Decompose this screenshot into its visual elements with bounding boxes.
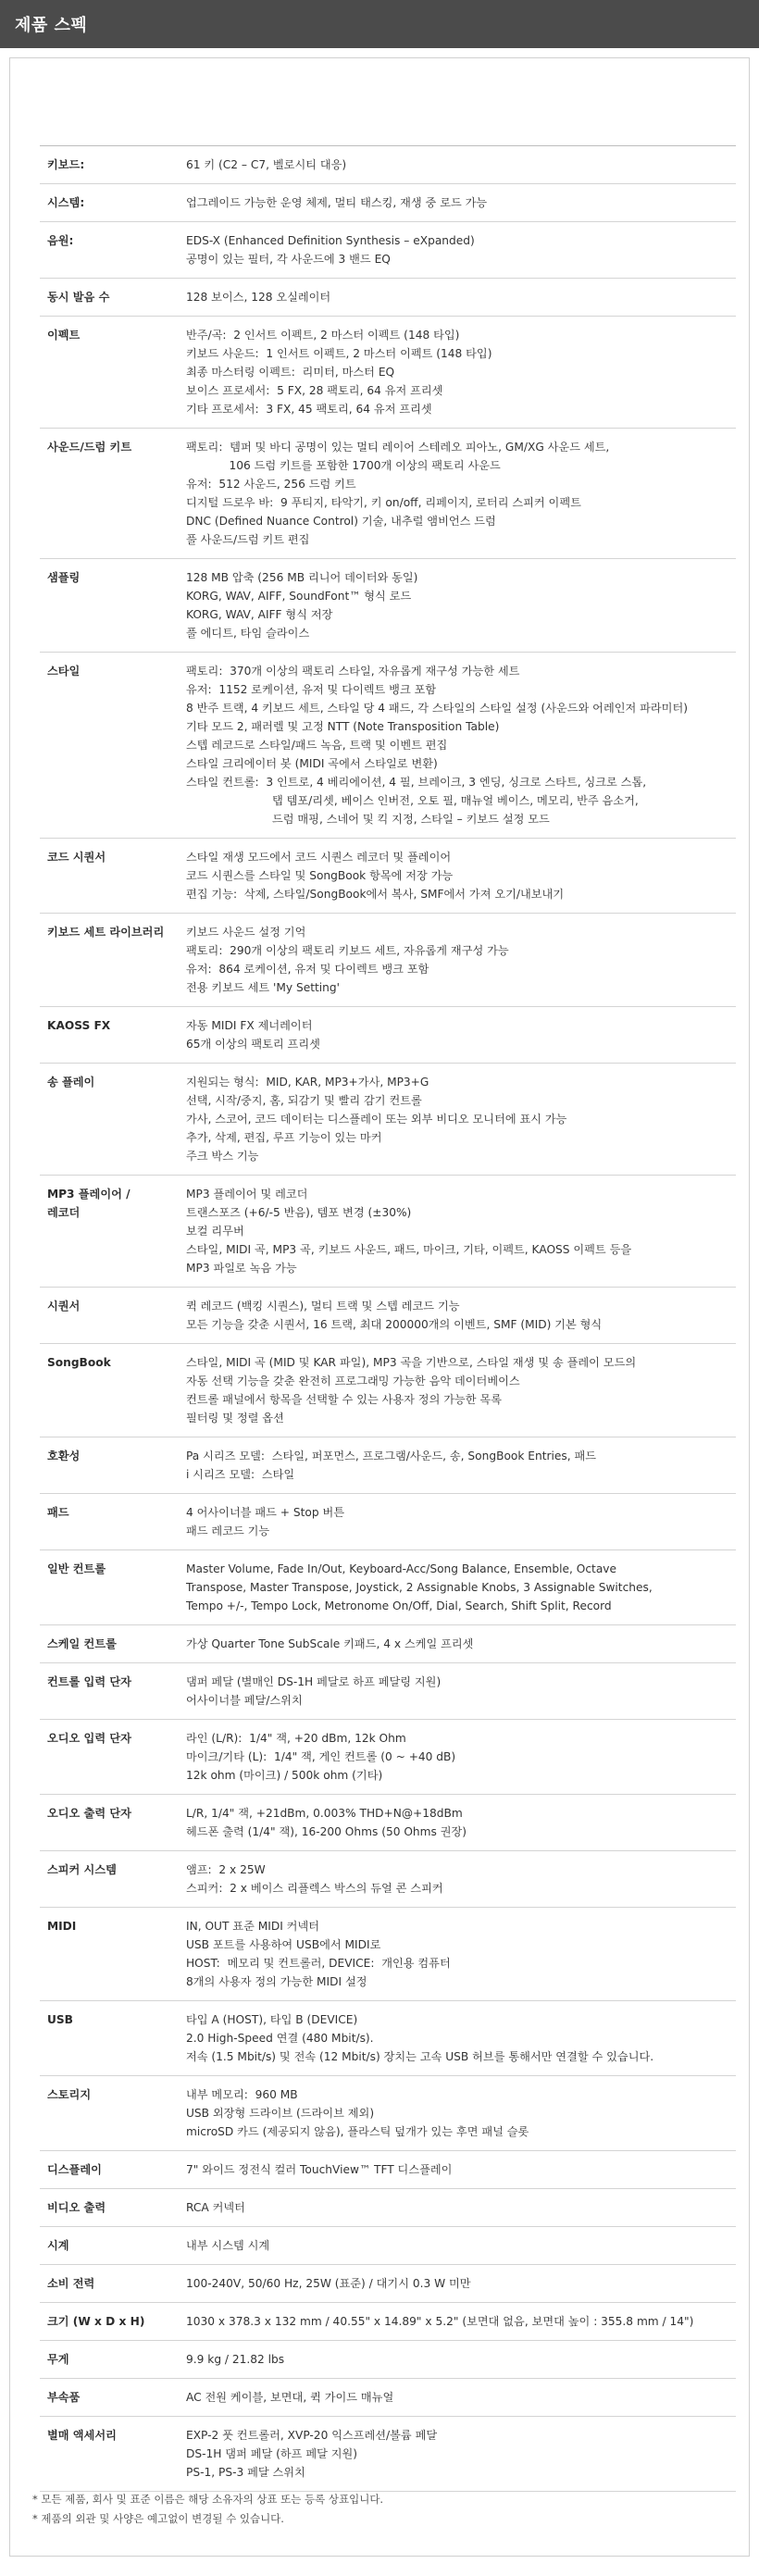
- spec-value: [180, 1494, 736, 1550]
- spec-label: 비디오 출력: [40, 2189, 180, 2227]
- spec-value-line: 편집 기능: 삭제, 스타일/SongBook에서 복사, SMF에서 가져 오기/내보내기: [186, 888, 565, 901]
- spec-row: [40, 1550, 736, 1625]
- spec-value: [180, 653, 736, 839]
- spec-label: 코드 시퀀서: [40, 839, 180, 914]
- spec-row: [40, 2379, 736, 2417]
- spec-value-line: 유저: 864 로케이션, 유저 및 다이렉트 뱅크 포함: [186, 963, 429, 976]
- spec-row: [40, 2341, 736, 2379]
- spec-value-line: 유저: 1152 로케이션, 유저 및 다이렉트 뱅크 포함: [186, 683, 437, 696]
- spec-value-line: 가상 Quarter Tone SubScale 키패드, 4 x 스케일 프리셋: [186, 1637, 474, 1650]
- spec-value: [180, 2417, 736, 2492]
- spec-value-line: 헤드폰 출력 (1/4" 잭), 16-200 Ohms (50 Ohms 권장): [186, 1825, 467, 1838]
- page-header: [0, 0, 759, 48]
- spec-row: [40, 914, 736, 1007]
- spec-table: [40, 145, 736, 2492]
- spec-value-line: 앰프: 2 x 25W: [186, 1863, 266, 1876]
- spec-value: [180, 1344, 736, 1437]
- spec-value-line: DNC (Defined Nuance Control) 기술, 내추럴 앰비언스 드럼: [186, 515, 496, 528]
- spec-value: [180, 839, 736, 914]
- spec-value-line: 팩토리: 370개 이상의 팩토리 스타일, 자유롭게 재구성 가능한 세트: [186, 665, 520, 678]
- spec-value-line: 4 어사이너블 패드 + Stop 버튼: [186, 1506, 345, 1519]
- spec-table-body: [40, 146, 736, 2492]
- spec-value-line: 7" 와이드 정전식 컬러 TouchView™ TFT 디스플레이: [186, 2163, 453, 2176]
- spec-label: 스케일 컨트롤: [40, 1625, 180, 1663]
- spec-value-line: DS-1H 댐퍼 페달 (하프 페달 지원): [186, 2447, 358, 2460]
- spec-value-line: i 시리즈 모델: 스타일: [186, 1468, 295, 1481]
- spec-value-line: 추가, 삭제, 편집, 루프 기능이 있는 마커: [186, 1131, 382, 1144]
- spec-value-line: 퀵 레코드 (백킹 시퀀스), 멀티 트랙 및 스텝 레코드 기능: [186, 1300, 460, 1313]
- spec-label: 오디오 입력 단자: [40, 1720, 180, 1795]
- spec-value-line: 탭 템포/리셋, 베이스 인버전, 오토 필, 매뉴얼 베이스, 메모리, 반주 음소거,: [186, 794, 639, 807]
- spec-label: KAOSS FX: [40, 1007, 180, 1064]
- spec-label: 컨트롤 입력 단자: [40, 1663, 180, 1720]
- spec-row: [40, 1795, 736, 1851]
- spec-frame: [9, 57, 750, 2557]
- spec-label: 부속품: [40, 2379, 180, 2417]
- spec-value: [180, 1007, 736, 1064]
- spec-value-line: 트랜스포즈 (+6/-5 반음), 템포 변경 (±30%): [186, 1206, 412, 1219]
- spec-value-line: 라인 (L/R): 1/4" 잭, +20 dBm, 12k Ohm: [186, 1732, 406, 1745]
- spec-value-line: 패드 레코드 기능: [186, 1524, 270, 1537]
- spec-value-line: 128 MB 압축 (256 MB 리니어 데이터와 동일): [186, 571, 418, 584]
- spec-label: USB: [40, 2001, 180, 2076]
- spec-value-line: KORG, WAV, AIFF, SoundFont™ 형식 로드: [186, 590, 412, 603]
- spec-row: [40, 1437, 736, 1494]
- spec-value: [180, 429, 736, 559]
- spec-row: [40, 184, 736, 222]
- spec-value-line: IN, OUT 표준 MIDI 커넥터: [186, 1920, 319, 1933]
- spec-label: 샘플링: [40, 559, 180, 653]
- spec-value: [180, 1288, 736, 1344]
- spec-value-line: PS-1, PS-3 페달 스위치: [186, 2466, 305, 2479]
- spec-value-line: 내부 메모리: 960 MB: [186, 2088, 298, 2101]
- spec-label: 크기 (W x D x H): [40, 2303, 180, 2341]
- spec-row: [40, 2001, 736, 2076]
- spec-value: [180, 2189, 736, 2227]
- spec-value: [180, 1720, 736, 1795]
- page-title: 제품 스펙: [15, 16, 88, 35]
- spec-value-line: USB 외장형 드라이브 (드라이브 제외): [186, 2107, 375, 2120]
- spec-value-line: 스타일 재생 모드에서 코드 시퀀스 레코더 및 플레이어: [186, 851, 452, 864]
- spec-label: 송 플레이: [40, 1064, 180, 1176]
- spec-value-line: EDS-X (Enhanced Definition Synthesis – eXpanded): [186, 234, 475, 247]
- spec-value-line: 저속 (1.5 Mbit/s) 및 전속 (12 Mbit/s) 장치는 고속 USB 허브를 통해서만 연결할 수 있습니다.: [186, 2050, 654, 2063]
- spec-row: [40, 222, 736, 279]
- spec-value: [180, 1064, 736, 1176]
- spec-value-line: Pa 시리즈 모델: 스타일, 퍼포먼스, 프로그램/사운드, 송, SongBook Entries, 패드: [186, 1450, 597, 1462]
- spec-value-line: 1030 x 378.3 x 132 mm / 40.55" x 14.89" x 5.2" (보면대 없음, 보면대 높이 : 355.8 mm / 14"): [186, 2315, 694, 2328]
- spec-value: [180, 1795, 736, 1851]
- spec-row: [40, 429, 736, 559]
- spec-value-line: 스타일, MIDI 곡, MP3 곡, 키보드 사운드, 패드, 마이크, 기타, 이펙트, KAOSS 이펙트 등을: [186, 1243, 632, 1256]
- spec-value: [180, 914, 736, 1007]
- spec-value-line: 106 드럼 키트를 포함한 1700개 이상의 팩토리 사운드: [186, 459, 501, 472]
- spec-value: [180, 2341, 736, 2379]
- spec-label: 동시 발음 수: [40, 279, 180, 317]
- spec-label: 호환성: [40, 1437, 180, 1494]
- spec-value-line: 65개 이상의 팩토리 프리셋: [186, 1038, 320, 1051]
- spec-row: [40, 1908, 736, 2001]
- spec-value-line: 보컬 리무버: [186, 1225, 244, 1238]
- spec-value-line: 컨트롤 패널에서 항목을 선택할 수 있는 사용자 정의 가능한 목록: [186, 1393, 502, 1406]
- spec-value: [180, 222, 736, 279]
- spec-row: [40, 1288, 736, 1344]
- spec-value-line: 필터링 및 정렬 옵션: [186, 1412, 284, 1425]
- spec-value-line: 디지털 드로우 바: 9 푸티지, 타악기, 키 on/off, 리페이지, 로터리 스피커 이펙트: [186, 496, 581, 509]
- spec-value-line: microSD 카드 (제공되지 않음), 플라스틱 덮개가 있는 후면 패널 슬롯: [186, 2125, 529, 2138]
- spec-label: 시스템:: [40, 184, 180, 222]
- spec-value-line: 업그레이드 가능한 운영 체제, 멀티 태스킹, 재생 중 로드 가능: [186, 196, 488, 209]
- spec-label: 스토리지: [40, 2076, 180, 2151]
- spec-label: 일반 컨트롤: [40, 1550, 180, 1625]
- spec-row: [40, 1625, 736, 1663]
- spec-value: [180, 2265, 736, 2303]
- spec-value-line: 8 반주 트랙, 4 키보드 세트, 스타일 당 4 패드, 각 스타일의 스타일 설정 (사운드와 어레인저 파라미터): [186, 702, 688, 715]
- spec-row: [40, 1064, 736, 1176]
- spec-value-line: 9.9 kg / 21.82 lbs: [186, 2353, 285, 2366]
- spec-label: 소비 전력: [40, 2265, 180, 2303]
- spec-row: [40, 2076, 736, 2151]
- footnote-trademark: * 모든 제품, 회사 및 표준 이름은 해당 소유자의 상표 또는 등록 상표입니다.: [32, 2493, 384, 2506]
- spec-value: [180, 1550, 736, 1625]
- spec-value-line: 풀 사운드/드럼 키트 편집: [186, 533, 310, 546]
- spec-row: [40, 2265, 736, 2303]
- spec-row: [40, 653, 736, 839]
- spec-value: [180, 317, 736, 429]
- spec-row: [40, 317, 736, 429]
- spec-value-line: Transpose, Master Transpose, Joystick, 2 Assignable Knobs, 3 Assignable Switches,: [186, 1581, 653, 1594]
- spec-value-line: 내부 시스템 시계: [186, 2239, 270, 2252]
- spec-value-line: 마이크/기타 (L): 1/4" 잭, 게인 컨트롤 (0 ~ +40 dB): [186, 1750, 456, 1763]
- spec-value-line: 가사, 스코어, 코드 데이터는 디스플레이 또는 외부 비디오 모니터에 표시 가능: [186, 1113, 567, 1126]
- spec-value: [180, 184, 736, 222]
- spec-label: SongBook: [40, 1344, 180, 1437]
- spec-row: [40, 1176, 736, 1288]
- spec-value-line: 최종 마스터링 이펙트: 리미터, 마스터 EQ: [186, 366, 395, 379]
- spec-value-line: 128 보이스, 128 오실레이터: [186, 291, 331, 304]
- spec-label: 키보드 세트 라이브러리: [40, 914, 180, 1007]
- spec-value-line: MP3 파일로 녹음 가능: [186, 1262, 297, 1275]
- spec-value: [180, 2076, 736, 2151]
- spec-value-line: 스피커: 2 x 베이스 리플렉스 박스의 듀얼 콘 스피커: [186, 1882, 443, 1895]
- spec-value-line: 스타일 컨트롤: 3 인트로, 4 베리에이션, 4 필, 브레이크, 3 엔딩, 싱크로 스타트, 싱크로 스톱,: [186, 776, 647, 789]
- spec-label: 키보드:: [40, 146, 180, 184]
- spec-value-line: 자동 MIDI FX 제너레이터: [186, 1019, 313, 1032]
- spec-value-line: RCA 커넥터: [186, 2201, 245, 2214]
- spec-label: 별매 액세서리: [40, 2417, 180, 2492]
- spec-label: 스피커 시스템: [40, 1851, 180, 1908]
- spec-value: [180, 1663, 736, 1720]
- spec-value-line: 자동 선택 기능을 갖춘 완전히 프로그래밍 가능한 음악 데이터베이스: [186, 1375, 520, 1388]
- spec-value-line: 기타 모드 2, 패러렐 및 고정 NTT (Note Transposition Table): [186, 720, 500, 733]
- spec-row: [40, 2227, 736, 2265]
- spec-row: [40, 279, 736, 317]
- spec-value-line: 주크 박스 기능: [186, 1150, 259, 1163]
- spec-value-line: 타입 A (HOST), 타입 B (DEVICE): [186, 2013, 358, 2026]
- spec-label: 시퀀서: [40, 1288, 180, 1344]
- spec-value-line: EXP-2 풋 컨트롤러, XVP-20 익스프레션/볼륨 페달: [186, 2429, 438, 2442]
- spec-value-line: HOST: 메모리 및 컨트롤러, DEVICE: 개인용 컴퓨터: [186, 1957, 451, 1970]
- spec-value-line: 키보드 사운드 설정 기억: [186, 926, 306, 939]
- spec-row: [40, 839, 736, 914]
- spec-row: [40, 2189, 736, 2227]
- footnote-change-notice: * 제품의 외관 및 사양은 예고없이 변경될 수 있습니다.: [32, 2512, 284, 2525]
- spec-value-line: 지원되는 형식: MID, KAR, MP3+가사, MP3+G: [186, 1076, 429, 1089]
- spec-value-line: 드럼 매핑, 스네어 및 킥 지정, 스타일 – 키보드 설정 모드: [186, 813, 550, 826]
- spec-value-line: Tempo +/-, Tempo Lock, Metronome On/Off, Dial, Search, Shift Split, Record: [186, 1599, 612, 1612]
- spec-row: [40, 1663, 736, 1720]
- spec-row: [40, 1720, 736, 1795]
- spec-value: [180, 1437, 736, 1494]
- spec-value: [180, 2151, 736, 2189]
- spec-row: [40, 1494, 736, 1550]
- spec-value-line: 전용 키보드 세트 'My Setting': [186, 981, 340, 994]
- spec-value: [180, 1851, 736, 1908]
- spec-value: [180, 146, 736, 184]
- spec-value: [180, 1908, 736, 2001]
- spec-label: MP3 플레이어 / 레코더: [40, 1176, 180, 1288]
- spec-value-line: KORG, WAV, AIFF 형식 저장: [186, 608, 333, 621]
- spec-value-line: 키보드 사운드: 1 인서트 이펙트, 2 마스터 이펙트 (148 타입): [186, 347, 492, 360]
- spec-row: [40, 2151, 736, 2189]
- spec-value: [180, 1625, 736, 1663]
- spec-value-line: 반주/곡: 2 인서트 이펙트, 2 마스터 이펙트 (148 타입): [186, 329, 460, 342]
- spec-label: 음원:: [40, 222, 180, 279]
- spec-value-line: 기타 프로세서: 3 FX, 45 팩토리, 64 유저 프리셋: [186, 403, 432, 416]
- spec-row: [40, 2303, 736, 2341]
- spec-value-line: 2.0 High-Speed 연결 (480 Mbit/s).: [186, 2032, 374, 2045]
- spec-value-line: 팩토리: 템퍼 및 바디 공명이 있는 멀티 레이어 스테레오 피아노, GM/XG 사운드 세트,: [186, 441, 610, 454]
- spec-row: [40, 1851, 736, 1908]
- spec-label: 오디오 출력 단자: [40, 1795, 180, 1851]
- spec-value-line: 8개의 사용자 정의 가능한 MIDI 설정: [186, 1975, 367, 1988]
- spec-value-line: 선택, 시작/중지, 홈, 되감기 및 빨리 감기 컨트롤: [186, 1094, 422, 1107]
- spec-value-line: 61 키 (C2 – C7, 벨로시티 대응): [186, 158, 347, 171]
- spec-value-line: 어사이너블 페달/스위치: [186, 1694, 303, 1707]
- footnotes: [32, 2490, 383, 2529]
- spec-value-line: 스타일, MIDI 곡 (MID 및 KAR 파일), MP3 곡을 기반으로, 스타일 재생 및 송 플레이 모드의: [186, 1356, 637, 1369]
- spec-label: 이펙트: [40, 317, 180, 429]
- spec-value-line: 스텝 레코드로 스타일/패드 녹음, 트랙 및 이벤트 편집: [186, 739, 448, 752]
- spec-value: [180, 2227, 736, 2265]
- spec-row: [40, 559, 736, 653]
- spec-label: 패드: [40, 1494, 180, 1550]
- spec-value-line: MP3 플레이어 및 레코더: [186, 1188, 308, 1201]
- spec-value: [180, 559, 736, 653]
- spec-value: [180, 279, 736, 317]
- spec-label: 스타일: [40, 653, 180, 839]
- spec-value-line: 100-240V, 50/60 Hz, 25W (표준) / 대기시 0.3 W 미만: [186, 2277, 471, 2290]
- spec-value-line: 댐퍼 페달 (별매인 DS-1H 페달로 하프 페달링 지원): [186, 1675, 442, 1688]
- spec-value-line: 풀 에디트, 타임 슬라이스: [186, 627, 310, 640]
- spec-value-line: 코드 시퀀스를 스타일 및 SongBook 항목에 저장 가능: [186, 869, 454, 882]
- spec-label: 시계: [40, 2227, 180, 2265]
- spec-value: [180, 2001, 736, 2076]
- spec-value: [180, 2379, 736, 2417]
- spec-label: 무게: [40, 2341, 180, 2379]
- spec-value-line: Master Volume, Fade In/Out, Keyboard-Acc/Song Balance, Ensemble, Octave: [186, 1562, 617, 1575]
- spec-value-line: 보이스 프로세서: 5 FX, 28 팩토리, 64 유저 프리셋: [186, 384, 443, 397]
- spec-value-line: AC 전원 케이블, 보면대, 퀵 가이드 매뉴얼: [186, 2391, 394, 2404]
- spec-row: [40, 1007, 736, 1064]
- spec-value-line: L/R, 1/4" 잭, +21dBm, 0.003% THD+N@+18dBm: [186, 1807, 463, 1820]
- spec-value-line: 팩토리: 290개 이상의 팩토리 키보드 세트, 자유롭게 재구성 가능: [186, 944, 509, 957]
- spec-value-line: 12k ohm (마이크) / 500k ohm (기타): [186, 1769, 383, 1782]
- spec-row: [40, 146, 736, 184]
- spec-label: 사운드/드럼 키트: [40, 429, 180, 559]
- spec-value-line: 스타일 크리에이터 봇 (MIDI 곡에서 스타일로 변환): [186, 757, 438, 770]
- spec-value-line: 유저: 512 사운드, 256 드럼 키트: [186, 478, 356, 491]
- spec-value-line: USB 포트를 사용하여 USB에서 MIDI로: [186, 1938, 381, 1951]
- spec-value: [180, 2303, 736, 2341]
- spec-value-line: 모든 기능을 갖춘 시퀀서, 16 트랙, 최대 200000개의 이벤트, SMF (MID) 기본 형식: [186, 1318, 603, 1331]
- spec-value-line: 공명이 있는 필터, 각 사운드에 3 밴드 EQ: [186, 253, 391, 266]
- spec-label: 디스플레이: [40, 2151, 180, 2189]
- spec-row: [40, 1344, 736, 1437]
- spec-row: [40, 2417, 736, 2492]
- spec-value: [180, 1176, 736, 1288]
- spec-label: MIDI: [40, 1908, 180, 2001]
